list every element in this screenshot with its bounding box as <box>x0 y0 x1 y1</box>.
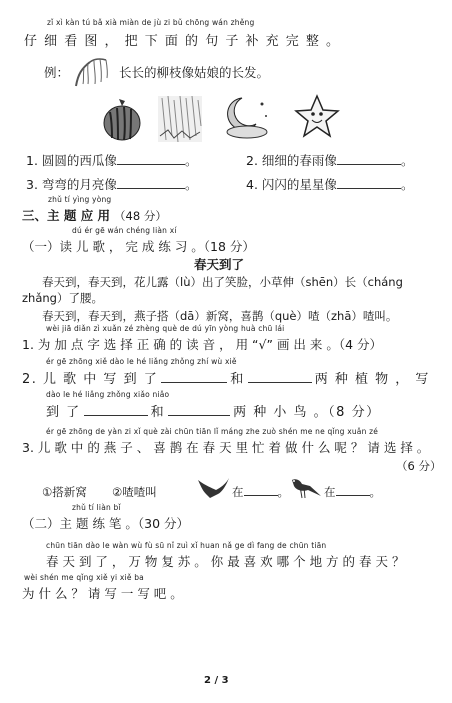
item-1: 1. 圆圆的西瓜像 。 <box>26 153 198 168</box>
plant-blank-1[interactable] <box>161 372 227 383</box>
answer-blank-3[interactable] <box>117 178 185 189</box>
willow-tree-image <box>72 54 114 92</box>
section3-pinyin: zhǔ tí yìng yòng <box>48 195 112 204</box>
question-2-line-2: 到 了 和 两 种 小 鸟 。（8 分） <box>46 405 381 420</box>
magpie-answer: 在 。 <box>324 485 381 499</box>
answer-blank-4[interactable] <box>337 178 401 189</box>
intro-instruction: 仔 细 看 图 ， 把 下 面 的 句 子 补 充 完 整 。 <box>24 34 341 49</box>
example-sentence: 长长的柳枝像姑娘的长发。 <box>119 65 270 80</box>
q2-pinyin-1: ér gē zhōng xiě dào le hé liǎng zhǒng zhí wù xiě <box>46 357 237 366</box>
poem-title: 春天到了 <box>194 257 245 272</box>
part2-prompt-line-1: 春 天 到 了 ， 万 物 复 苏 。 你 最 喜 欢 哪 个 地 方 的 春 天 ？ <box>46 554 405 569</box>
page-number: 2 / 3 <box>204 675 229 686</box>
question-3: 3. 儿 歌 中 的 燕 子 、 喜 鹊 在 春 天 里 忙 着 做 什 么 呢 ？ 请 选 择 。 <box>22 440 430 455</box>
answer-blank-1[interactable] <box>117 154 185 165</box>
option-2[interactable]: ②喳喳叫 <box>112 485 157 499</box>
item-2: 2. 细细的春雨像 。 <box>246 153 414 168</box>
rain-image <box>158 96 202 146</box>
part2-pinyin: zhǔ tí liàn bǐ <box>72 503 121 512</box>
bird-blank-2[interactable] <box>168 405 230 416</box>
part2-prompt-line-2: 为 什 么 ？ 请 写 一 写 吧 。 <box>22 586 183 601</box>
part2-line2-pinyin: wèi shén me qǐng xiě yi xiě ba <box>24 573 144 582</box>
magpie-blank[interactable] <box>336 485 370 496</box>
swallow-image <box>196 476 230 504</box>
part2-heading: （二）主 题 练 笔 。（30 分） <box>22 516 190 531</box>
swallow-answer: 在 。 <box>232 485 289 499</box>
q3-points: （6 分） <box>396 459 442 473</box>
star-image <box>294 94 340 142</box>
moon-image <box>222 94 272 144</box>
section3-heading: 三、主 题 应 用 （48 分） <box>22 208 167 223</box>
plant-blank-2[interactable] <box>248 372 312 383</box>
question-2-line-1: 2. 儿 歌 中 写 到 了 和 两 种 植 物 ， 写 <box>22 372 430 387</box>
swallow-blank[interactable] <box>244 485 278 496</box>
answer-blank-2[interactable] <box>337 154 401 165</box>
bird-blank-1[interactable] <box>84 405 148 416</box>
part1-heading: （一）读 儿 歌 ， 完 成 练 习 。（18 分） <box>22 239 255 254</box>
q2-pinyin-2: dào le hé liǎng zhǒng xiǎo niǎo <box>46 390 170 399</box>
q3-pinyin: ér gē zhōng de yàn zi xǐ què zài chūn tiān lǐ máng zhe zuò shén me ne qǐng xuǎn zé <box>46 427 379 436</box>
intro-pinyin: zǐ xì kàn tú bǎ xià miàn de jù zi bǔ chōng wán zhěng <box>47 18 255 27</box>
watermelon-image <box>100 96 144 146</box>
poem-line-1: 春天到，春天到，花儿露（lù）出了笑脸，小草伸（shēn）长（cháng <box>42 275 403 289</box>
item-3: 3. 弯弯的月亮像 。 <box>26 177 198 192</box>
item-4: 4. 闪闪的星星像 。 <box>246 177 414 192</box>
example-label: 例： <box>44 65 70 80</box>
magpie-image <box>288 474 322 504</box>
part2-line1-pinyin: chūn tiān dào le wàn wù fù sū nǐ zuì xǐ huan nǎ ge dì fang de chūn tiān <box>46 541 327 550</box>
q1-pinyin: wèi jiā diǎn zì xuǎn zé zhèng què de dú yīn yòng huà chū lái <box>46 324 285 333</box>
poem-line-2: 春天到，春天到，燕子搭（dā）新窝，喜鹊（què）喳（zhā）喳叫。 <box>42 309 398 323</box>
part1-pinyin: dú ér gē wán chéng liàn xí <box>72 226 177 235</box>
option-1[interactable]: ①搭新窝 <box>42 485 87 499</box>
poem-line-1b: zhǎng）了腰。 <box>22 291 103 305</box>
question-1: 1. 为 加 点 字 选 择 正 确 的 读 音 ， 用 “√” 画 出 来 。（4 分） <box>22 337 383 352</box>
